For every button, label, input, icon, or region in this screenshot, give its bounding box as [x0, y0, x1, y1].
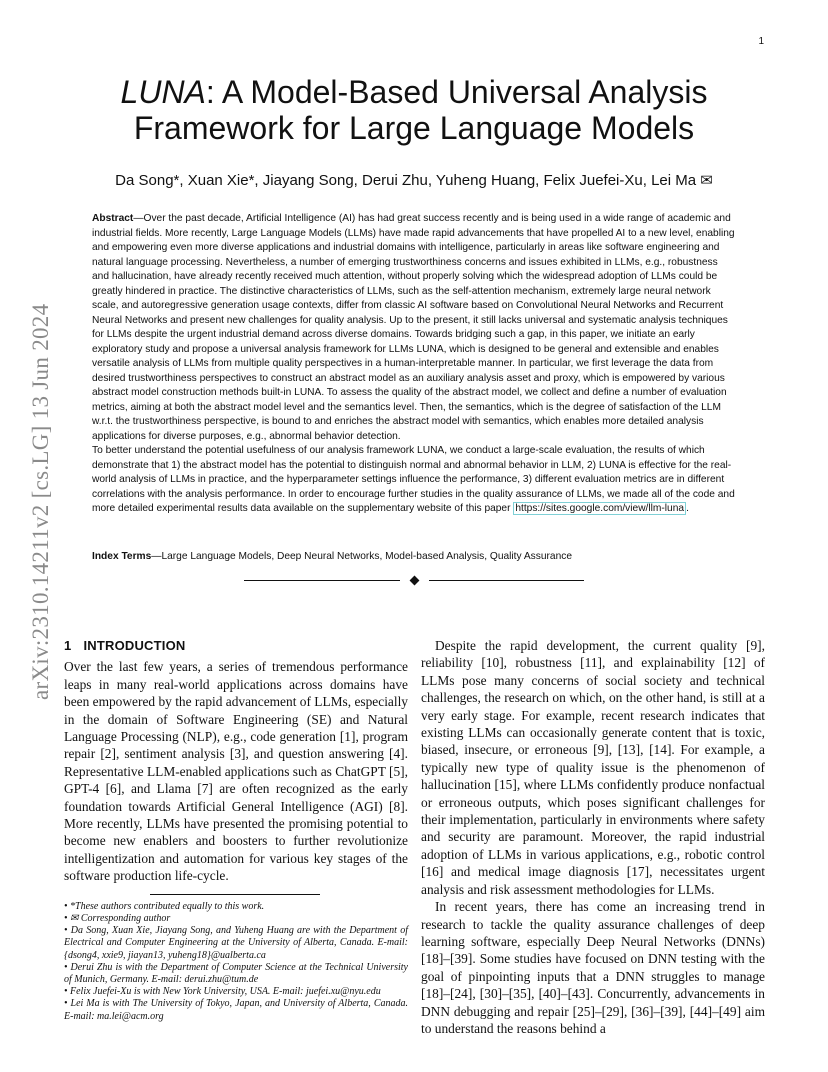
index-terms: [92, 551, 735, 562]
title-line2: Framework for Large Language Models: [133, 110, 695, 146]
right-column: [421, 637, 765, 1037]
intro-paragraph-3: In recent years, there has come an increasing trend in research to tackle the quality assurance challenges of deep learning software, especially Deep Neural Networks (DNNs) [18]–[39]. Some studies have focused on DNN testing with the goal of pinpointing inputs that a DNN struggles to manage [18]–[24], [30]–[35], [40]–[43]. Concurrently, advancements in DNN debugging and repair [25]–[29], [36]–[39], [44]–[49] aim to understand the reasons behind a: [421, 899, 765, 1036]
title-italic-part: LUNA: [120, 74, 206, 110]
arxiv-stamp: arXiv:2310.14211v2 [cs.LG] 13 Jun 2024: [28, 303, 53, 700]
section-title: INTRODUCTION: [83, 638, 186, 653]
section-number: 1: [64, 638, 72, 653]
footnote-4: • Derui Zhu is with the Department of Computer Science at the Technical University of Munich, Germany. E-mail: derui.zhu@tum.de: [64, 961, 408, 985]
intro-paragraph-1: Over the last few years, a series of tremendous performance leaps in many real-world applications across domains have been empowered by the rapid advancement of LLMs, especially in the domain of Software Engineering (SE) and Natural Language Processing (NLP), e.g., code generation [1], program repair [2], sentiment analysis [3], and question answering [4]. Representative LLM-enabled applications such as ChatGPT [5], GPT-4 [6], and Llama [7] are often recognized as the early foundation towards Artificial General Intelligence (AGI) [8]. More recently, LLMs have presented the promising potential to become new enablers and boosters to further revolutionize intelligentization and automation for various key stages of the software production life-cycle.: [64, 659, 408, 884]
index-terms-text: —Large Language Models, Deep Neural Networks, Model-based Analysis, Quality Assurance: [151, 551, 573, 562]
supplementary-website-link[interactable]: https://sites.google.com/view/llm-luna: [515, 503, 685, 514]
footnote-2: • ✉ Corresponding author: [64, 912, 171, 924]
index-terms-label: Index Terms: [92, 551, 152, 562]
title-line1-rest: : A Model-Based Universal Analysis: [205, 74, 708, 110]
abstract-paragraph-2: [92, 444, 735, 517]
footnote-3: • Da Song, Xuan Xie, Jiayang Song, and Yuheng Huang are with the Department of Electrical and Computer Engineering at the University of Alberta, Canada. E-mail: {dsong4, xxie9, jiayan13, yuheng18}@ualberta.ca: [64, 925, 408, 961]
abstract-text-2: To better understand the potential usefulness of our analysis framework LUNA, we conduct a large-scale evaluation, the results of which demonstrate that 1) the abstract model has the potential to distinguish normal and abnormal behavior in LLM, 2) LUNA is effective for the real-world analysis of LLMs in practice, and the hyperparameter settings influence the performance, 3) different evaluation metrics are in different correlations with the analysis performance. In order to encourage further studies in the quality assurance of LLMs, we made all of the code and more detailed experimental results data available on the supplementary website of this paper: [92, 445, 735, 514]
section-divider: [244, 572, 584, 588]
left-column: [64, 637, 408, 1023]
abstract-paragraph-1: [92, 212, 735, 444]
footnote-1: • *These authors contributed equally to this work.: [64, 900, 265, 912]
section-heading: [64, 637, 408, 654]
paper-title: [100, 74, 728, 146]
abstract: [92, 212, 735, 517]
abstract-label: Abstract: [92, 213, 134, 224]
divider-line-right: [429, 580, 585, 581]
abstract-text-1: —Over the past decade, Artificial Intelligence (AI) has had great success recently and is being used in a wide range of academic and industrial fields. More recently, Large Language Models (LLMs) have made rapid advancements that have propelled AI to a new level, enabling and empowering even more diverse applications and industrial domains with intelligence, particularly in areas like software engineering and natural language processing. Nevertheless, a number of emerging trustworthiness concerns and issues exhibited in LLMs, e.g., robustness and hallucination, have already recently received much attention, without properly solving which the widespread adoption of LLMs could be greatly hindered in practice. The distinctive characteristics of LLMs, such as the self-attention mechanism, extremely large neural network scale, and autoregressive generation usage contexts, differ from classic AI software based on Convolutional Neural Networks and Recurrent Neural Networks and present new challenges for quality analysis. Up to the present, it still lacks universal and systematic analysis techniques for LLMs despite the urgent industrial demand across diverse domains. Towards bridging such a gap, in this paper, we initiate an early exploratory study and propose a universal analysis framework for LLMs LUNA, which is designed to be general and extensible and enables versatile analysis of LLMs from multiple quality perspectives in a human-interpretable manner. In particular, we first leverage the data from desired trustworthiness perspectives to construct an abstract model as an auxiliary analysis asset and proxy, which is empowered by various abstract model construction methods built-in LUNA. To assess the quality of the abstract model, we collect and define a number of evaluation metrics, aiming at both the abstract model level and the semantics level. Then, the semantics, which is the degree of satisfaction of the LLM w.r.t. the trustworthiness perspective, is bound to and enriches the abstract model with semantics, which enables more detailed analysis applications for diverse purposes, e.g., abnormal behavior detection.: [92, 213, 735, 442]
page-number: 1: [758, 36, 764, 47]
divider-line-left: [244, 580, 400, 581]
footnote-rule: [150, 894, 320, 895]
footnote-5: • Felix Juefei-Xu is with New York University, USA. E-mail: juefei.xu@nyu.edu: [64, 986, 381, 998]
footnote-6: • Lei Ma is with The University of Tokyo, Japan, and University of Alberta, Canada. E-mail: ma.lei@acm.org: [64, 998, 408, 1022]
diamond-icon: [409, 575, 419, 585]
intro-paragraph-2: Despite the rapid development, the current quality [9], reliability [10], robustness [11], and explainability [12] of LLMs pose many concerns of social society and technical challenges, the research on which, on the other hand, is still at a very early stage. For example, recent research indicates that existing LLMs can occasionally generate content that is toxic, biased, insecure, or erroneous [9], [13], [14]. For example, a typically new type of quality issue is the phenomenon of hallucination [15], where LLMs confidently produce nonfactual or erroneous outputs, which poses significant challenges for their implementation, particularly in environments where safety and security are paramount. Moreover, the rapid industrial adoption of LLMs in various applications, e.g., robotic control [16] and medical image diagnosis [17], necessitates urgent analysis and risk assessment methodologies for LLMs.: [421, 638, 765, 897]
abstract-text-2-end: .: [686, 503, 689, 514]
author-list: Da Song*, Xuan Xie*, Jiayang Song, Derui Zhu, Yuheng Huang, Felix Juefei-Xu, Lei Ma ✉: [115, 172, 713, 189]
